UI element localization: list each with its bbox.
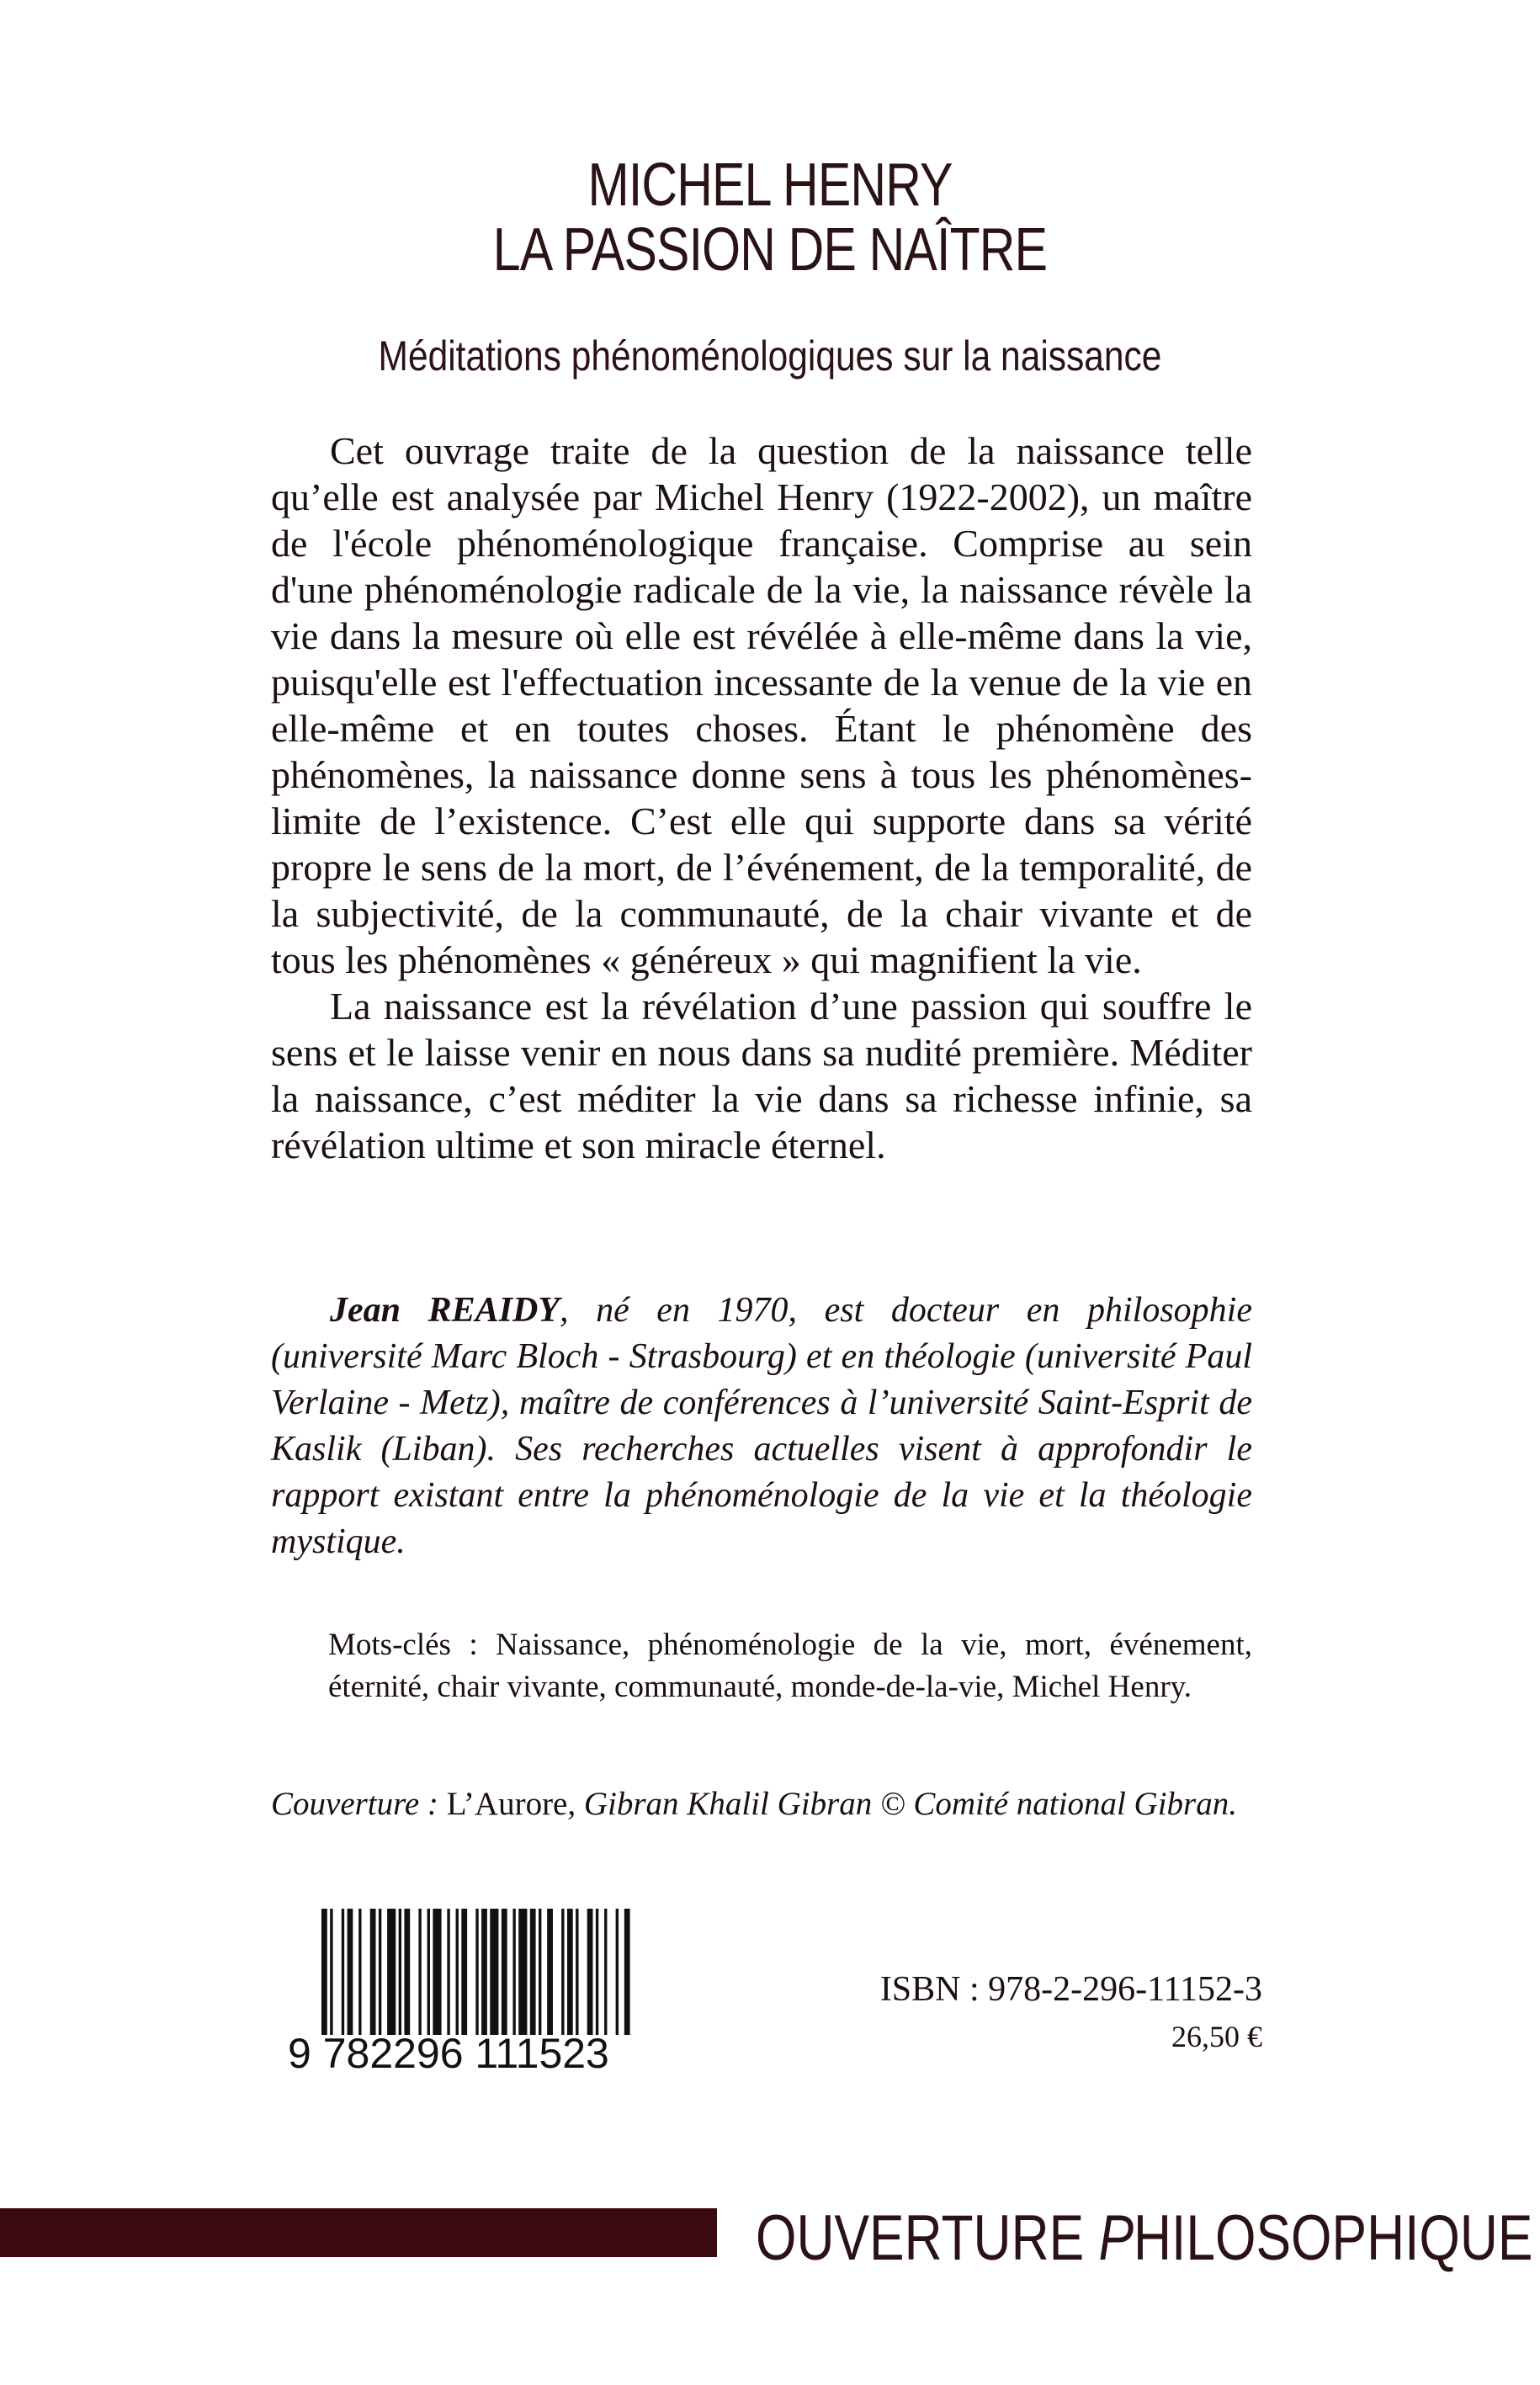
barcode-bar [624,1909,630,2035]
barcode-bar [456,1909,459,2035]
barcode-bar [596,1909,598,2035]
barcode-bar [433,1909,441,2035]
barcode-bar [616,1909,619,2035]
cover-credit [271,1782,1252,1826]
barcode-bar [576,1909,578,2035]
collection-name-italic-letter: P [1098,2202,1134,2274]
barcode-bar [404,1909,410,2035]
summary-paragraph-1: Cet ouvrage traite de la question de la naissance telle qu’elle est analysée par Michel Henry (1922-2002), un maître de l'école phénoménologique française. Comprise au sein d'une phénoménologie radicale de la vie, la naissance révèle la vie dans la mesure où elle est révélée à elle-même dans la vie, puisqu'elle est l'effectuation incessante de la venue de la vie en elle-même et en toutes choses. Étant le phénomène des phénomènes, la naissance donne sens à tous les phénomènes-limite de l’existence. C’est elle qui supporte dans sa vérité propre le sens de la mort, de l’événement, de la temporalité, de la subjectivité, de la communauté, de la chair vivante et de tous les phénomènes « généreux » qui magnifient la vie. [271,429,1252,981]
collection-name [756,2198,1532,2279]
barcode-bar [518,1909,527,2035]
barcode-bar [379,1909,381,2035]
summary-text [271,428,1252,1168]
barcode-bar [587,1909,593,2035]
collection-name-part-2: HILOSOPHIQUE [1134,2202,1533,2274]
barcode-bar [530,1909,536,2035]
barcode-bar [330,1909,332,2035]
barcode-bar [561,1909,564,2035]
isbn: ISBN : 978-2-296-11152-3 [879,1970,1262,2009]
barcode-bar [539,1909,541,2035]
barcode-bar [490,1909,498,2035]
barcode-bar [547,1909,553,2035]
barcode-bar [358,1909,361,2035]
barcode-bar [427,1909,430,2035]
price: 26,50 € [1171,2020,1262,2053]
barcode-bar [387,1909,396,2035]
collection-band [0,2208,717,2257]
barcode-bar [348,1909,353,2035]
barcode-bar [418,1909,421,2035]
barcode-bar [321,1909,327,2035]
author-name: Jean REAIDY [330,1291,560,1330]
barcode-digits: 9 782296 111523 [288,2030,609,2077]
barcode-bar [475,1909,478,2035]
title-line-2: LA PASSION DE NAÎTRE [492,216,1048,284]
barcode-bar [370,1909,376,2035]
title-line-1: MICHEL HENRY [587,151,953,219]
subtitle: Méditations phénoménologiques sur la naissance [378,332,1162,380]
barcode-bars [321,1909,633,2035]
barcode-bar [342,1909,344,2035]
cover-credit-artist: , Gibran Khalil Gibran © Comité national Gibran. [567,1786,1237,1822]
author-bio [271,1288,1252,1565]
barcode-bar [447,1909,449,2035]
barcode-bar [399,1909,401,2035]
barcode-bar [567,1909,573,2035]
author-bio-text: , né en 1970, est docteur en philosophie (université Marc Bloch - Strasbourg) et en théologie (université Paul Verlaine - Metz), maître de conférences à l’université Saint-Esprit de Kaslik (Liban). Ses recherches actuelles visent à approfondir le rapport existant entre la phénoménologie de la vie et la théologie mystique. [271,1291,1252,1561]
barcode-bar [502,1909,507,2035]
barcode-bar [461,1909,467,2035]
collection-name-part-1: OUVERTURE [756,2202,1099,2274]
barcode-bar [604,1909,607,2035]
cover-credit-label: Couverture : [271,1786,438,1822]
barcode-bar [481,1909,487,2035]
barcode-bar [512,1909,515,2035]
barcode [288,1909,633,2035]
cover-credit-work: L’Aurore [446,1786,568,1822]
keywords: Mots-clés : Naissance, phénoménologie de la vie, mort, événement, éternité, chair vivante, communauté, monde-de-la-vie, Michel Henry. [328,1628,1252,1704]
summary-paragraph-2: La naissance est la révélation d’une passion qui souffre le sens et le laisse venir en nous dans sa nudité première. Méditer la naissance, c’est méditer la vie dans sa richesse infinie, sa révélation ultime et son miracle éternel. [271,985,1252,1166]
